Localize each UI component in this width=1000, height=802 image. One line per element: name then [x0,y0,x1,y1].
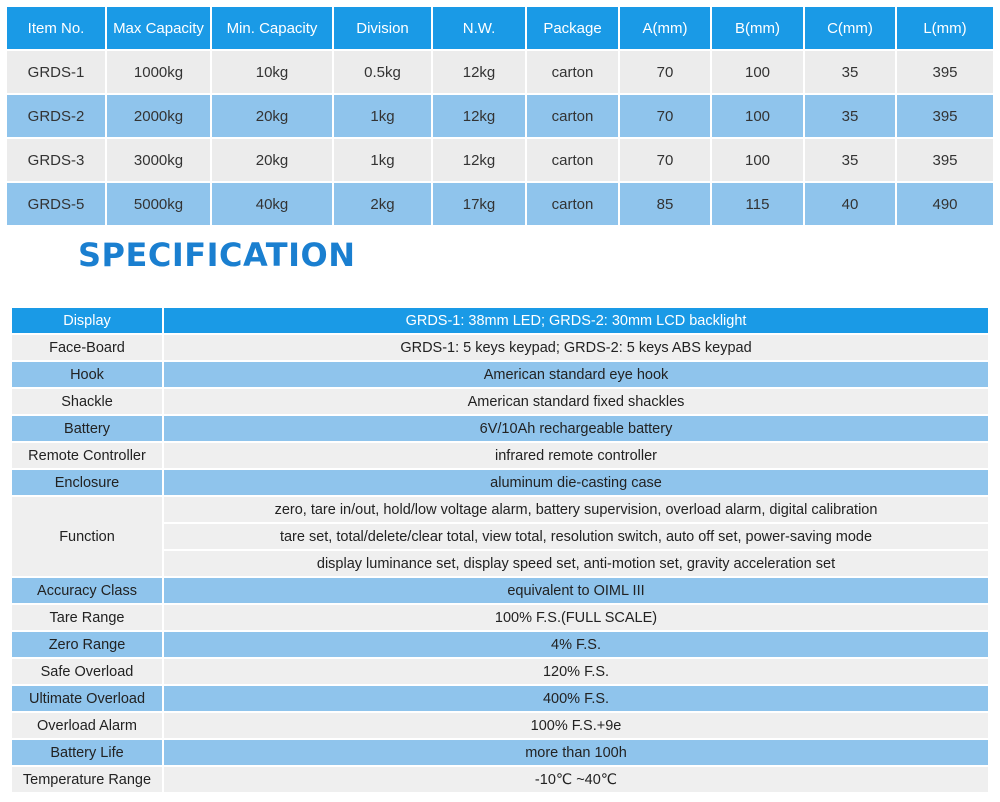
cell: GRDS-3 [7,139,105,181]
cell: carton [527,139,618,181]
col-nw: N.W. [433,7,525,49]
cell: 395 [897,51,993,93]
cell: 100 [712,95,803,137]
spec-value: display luminance set, display speed set, anti-motion set, gravity acceleration set [164,551,988,576]
cell: GRDS-2 [7,95,105,137]
spec-value: equivalent to OIML III [164,578,988,603]
cell: carton [527,95,618,137]
cell: 35 [805,95,895,137]
spec-value: tare set, total/delete/clear total, view total, resolution switch, auto off set, power-saving mode [164,524,988,549]
model-table-header [7,7,993,49]
cell: 70 [620,95,710,137]
spec-row-battery [12,416,988,441]
spec-row-enclosure [12,470,988,495]
cell: 70 [620,51,710,93]
cell: 2000kg [107,95,210,137]
spec-table [10,306,990,794]
col-c-mm: C(mm) [805,7,895,49]
spec-value: 120% F.S. [164,659,988,684]
cell: 17kg [433,183,525,225]
col-max-capacity: Max Capacity [107,7,210,49]
specification-heading: SPECIFICATION [78,236,356,274]
spec-value: -10℃ ~40℃ [164,767,988,792]
spec-row-display [12,308,988,333]
cell: 395 [897,139,993,181]
model-table [5,5,995,227]
spec-label: Accuracy Class [12,578,162,603]
cell: 100 [712,139,803,181]
cell: 85 [620,183,710,225]
spec-label: Ultimate Overload [12,686,162,711]
spec-row-hook [12,362,988,387]
spec-label: Battery Life [12,740,162,765]
spec-row-tare-range [12,605,988,630]
spec-value: 400% F.S. [164,686,988,711]
cell: 12kg [433,139,525,181]
spec-label: Overload Alarm [12,713,162,738]
spec-label: Face-Board [12,335,162,360]
cell: carton [527,51,618,93]
spec-label: Battery [12,416,162,441]
spec-row-function [12,497,988,522]
spec-label: Tare Range [12,605,162,630]
col-division: Division [334,7,431,49]
cell: 115 [712,183,803,225]
cell: 1kg [334,139,431,181]
spec-label: Display [12,308,162,333]
cell: GRDS-5 [7,183,105,225]
col-package: Package [527,7,618,49]
cell: 1000kg [107,51,210,93]
cell: 70 [620,139,710,181]
spec-label: Safe Overload [12,659,162,684]
spec-value: 6V/10Ah rechargeable battery [164,416,988,441]
col-l-mm: L(mm) [897,7,993,49]
spec-label: Temperature Range [12,767,162,792]
spec-value: GRDS-1: 5 keys keypad; GRDS-2: 5 keys ABS keypad [164,335,988,360]
spec-value: aluminum die-casting case [164,470,988,495]
cell: carton [527,183,618,225]
spec-row-remote-controller [12,443,988,468]
spec-value: infrared remote controller [164,443,988,468]
cell: 20kg [212,139,332,181]
spec-label: Function [12,497,162,576]
table-row [7,95,993,137]
cell: 35 [805,51,895,93]
col-item-no: Item No. [7,7,105,49]
cell: 40kg [212,183,332,225]
cell: 35 [805,139,895,181]
table-row [7,183,993,225]
cell: 12kg [433,51,525,93]
col-a-mm: A(mm) [620,7,710,49]
cell: 100 [712,51,803,93]
cell: 5000kg [107,183,210,225]
cell: 12kg [433,95,525,137]
spec-row-ultimate-overload [12,686,988,711]
cell: 20kg [212,95,332,137]
spec-label: Hook [12,362,162,387]
col-b-mm: B(mm) [712,7,803,49]
table-row [7,139,993,181]
spec-label: Zero Range [12,632,162,657]
cell: 0.5kg [334,51,431,93]
spec-value: zero, tare in/out, hold/low voltage alarm, battery supervision, overload alarm, digital calibration [164,497,988,522]
spec-row-safe-overload [12,659,988,684]
spec-label: Enclosure [12,470,162,495]
table-row [7,51,993,93]
spec-row-face-board [12,335,988,360]
spec-row-overload-alarm [12,713,988,738]
col-min-capacity: Min. Capacity [212,7,332,49]
spec-value: more than 100h [164,740,988,765]
spec-value: American standard fixed shackles [164,389,988,414]
spec-row-zero-range [12,632,988,657]
cell: 40 [805,183,895,225]
cell: 3000kg [107,139,210,181]
spec-row-shackle [12,389,988,414]
cell: 1kg [334,95,431,137]
spec-label: Remote Controller [12,443,162,468]
cell: 2kg [334,183,431,225]
spec-value: GRDS-1: 38mm LED; GRDS-2: 30mm LCD backlight [164,308,988,333]
cell: 395 [897,95,993,137]
spec-label: Shackle [12,389,162,414]
spec-value: 100% F.S.(FULL SCALE) [164,605,988,630]
spec-row-temperature-range [12,767,988,792]
cell: 10kg [212,51,332,93]
spec-value: American standard eye hook [164,362,988,387]
cell: GRDS-1 [7,51,105,93]
spec-value: 100% F.S.+9e [164,713,988,738]
spec-row-accuracy-class [12,578,988,603]
spec-row-battery-life [12,740,988,765]
cell: 490 [897,183,993,225]
spec-value: 4% F.S. [164,632,988,657]
